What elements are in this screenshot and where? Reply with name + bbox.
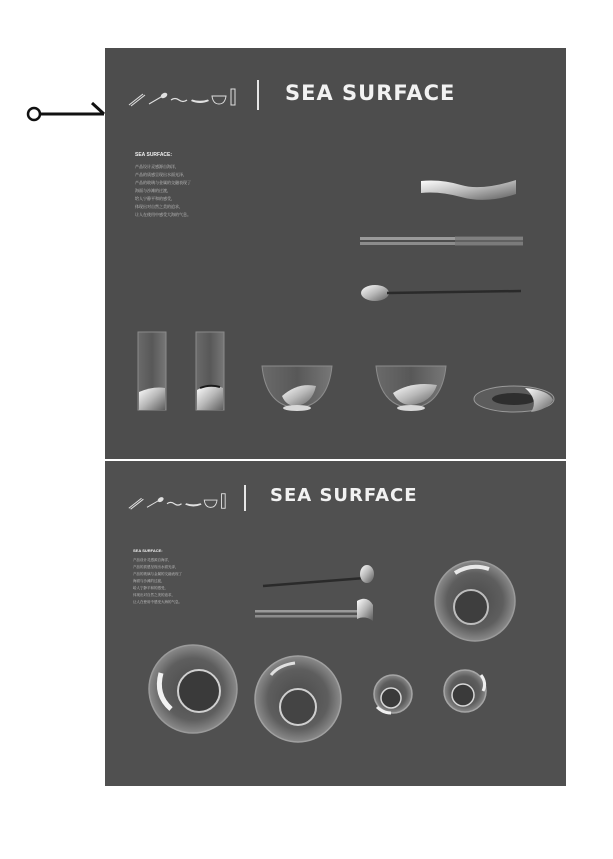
tall-glass-render-1 <box>138 332 166 410</box>
description-line: 海面与沙滩的过渡， <box>135 188 171 193</box>
description-line: 产品设计灵感源自海洋， <box>135 164 179 169</box>
description-line: 产品的玻璃与金属的交融表现了 <box>135 180 191 185</box>
bowl-render-1 <box>262 366 332 411</box>
description-line: 产品的质感呈现出水面光泽， <box>135 172 187 177</box>
spoon-render <box>361 285 521 301</box>
description-line: 产品的质感呈现出水面光泽， <box>133 565 179 569</box>
description-line: 体现出对自然之美的追求， <box>135 204 183 209</box>
bowl-render-2 <box>376 366 446 411</box>
description-heading: SEA SURFACE: <box>135 152 173 158</box>
description-line: 给人宁静平和的感受， <box>135 196 175 201</box>
page-title: SEA SURFACE <box>285 81 456 105</box>
small-glass-render <box>374 675 412 713</box>
description-line: 体现出对自然之美的追求， <box>133 593 175 597</box>
description-line: 让人在使用中感受大海的气息。 <box>135 212 191 217</box>
chopstick-rest-render <box>421 180 516 200</box>
spoon-chopsticks-set-render <box>255 565 374 621</box>
product-board-top <box>105 48 566 459</box>
bowl-topview-render <box>255 656 341 742</box>
description-line: 产品的玻璃与金属的交融表现了 <box>133 572 182 576</box>
description-line: 给人宁静平和的感受， <box>133 586 168 590</box>
bowl-topview-render <box>435 561 515 641</box>
description-line: 海面与沙滩的过渡， <box>133 579 165 583</box>
plate-topview-render <box>149 645 237 733</box>
small-glass-render <box>444 670 486 712</box>
pointer-circle <box>28 108 40 120</box>
chopsticks-render <box>360 236 523 246</box>
product-render-bottom <box>105 461 566 786</box>
tall-glass-render-2 <box>196 332 224 410</box>
page-title: SEA SURFACE <box>270 485 418 506</box>
plate-render <box>474 386 554 412</box>
description-line: 让人在使用中感受大海的气息。 <box>133 600 182 604</box>
pointer-tick <box>92 103 104 114</box>
description-heading: SEA SURFACE: <box>133 548 163 553</box>
product-board-bottom <box>105 461 566 786</box>
product-render-top <box>105 48 566 459</box>
description-line: 产品设计灵感源自海洋， <box>133 558 172 562</box>
